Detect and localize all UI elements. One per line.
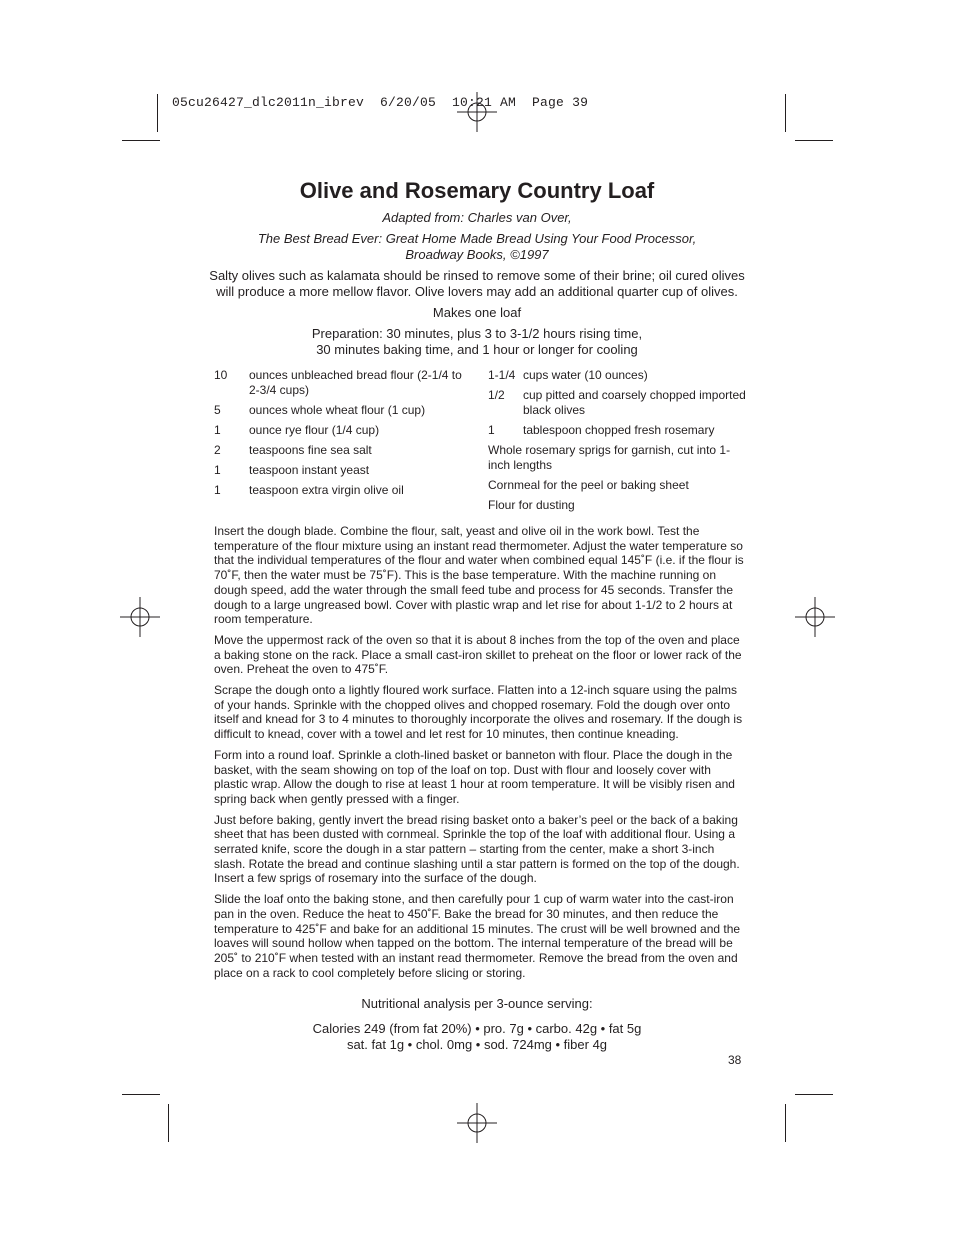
ingredient-desc: teaspoon extra virgin olive oil [249, 483, 404, 497]
registration-mark-top-icon [457, 92, 497, 132]
registration-mark-right-icon [795, 597, 835, 637]
ingredient-qty: 1-1/4 [488, 368, 516, 382]
instruction-step: Insert the dough blade. Combine the flour, salt, yeast and olive oil in the work bowl. Test the temperature of the flour mixture using an instant read thermometer. Adjust the water temperature so that the individual temperatures of the flour and water when combined equal 145˚F (i.e. if the flour is 70˚F, then the water must be 75˚F). This is the base temperature. With the machine running on dough speed, add the water through the small feed tube and process for 45 seconds. Transfer the dough to a large ungreased bowl. Cover with plastic wrap and let rise for about 1-1/2 to 2 hours at room temperature. [214, 524, 744, 627]
ingredient-qty: 1 [214, 463, 221, 477]
registration-mark-left-icon [120, 597, 160, 637]
ingredient-item [214, 443, 474, 458]
print-slug: 05cu26427_dlc2011n_ibrev 6/20/05 10:21 AM Page 39 [172, 95, 589, 110]
crop-mark-top-left-v [157, 94, 158, 132]
ingredient-item [214, 403, 474, 418]
ingredients-left-column [214, 368, 474, 503]
crop-mark-bottom-right-v [785, 1104, 786, 1142]
ingredient-flour-dusting: Flour for dusting [488, 498, 575, 512]
ingredient-item [488, 388, 748, 418]
ingredient-item [214, 368, 474, 398]
crop-mark-top-right-h [795, 140, 833, 141]
crop-mark-bottom-right-h [795, 1094, 833, 1095]
crop-mark-top-left-h [122, 140, 160, 141]
ingredient-item [214, 483, 474, 498]
instruction-step: Move the uppermost rack of the oven so that it is about 8 inches from the top of the oven and place a baking stone on the rack. Place a small cast-iron skillet to preheat on the floor or lower rack of the oven. Preheat the oven to 475˚F. [214, 632, 742, 677]
ingredient-desc: ounce rye flour (1/4 cup) [249, 423, 380, 437]
crop-mark-top-right-v [785, 94, 786, 132]
ingredient-item [214, 463, 474, 478]
instructions [214, 524, 744, 986]
ingredient-desc: cups water (10 ounces) [523, 368, 648, 382]
nutrition-line-2: sat. fat 1g • chol. 0mg • sod. 724mg • fiber 4g [346, 1037, 608, 1052]
ingredient-garnish: Whole rosemary sprigs for garnish, cut into 1-inch lengths [488, 443, 731, 472]
recipe-title: Olive and Rosemary Country Loaf [299, 178, 655, 203]
ingredient-desc: teaspoons fine sea salt [249, 443, 372, 457]
prep-time-line-1: Preparation: 30 minutes, plus 3 to 3-1/2 hours rising time, [311, 326, 643, 341]
ingredient-qty: 10 [214, 368, 228, 382]
page-number: 38 [728, 1053, 742, 1067]
instruction-step: Scrape the dough onto a lightly floured work surface. Flatten into a 12-inch square using the palms of your hands. Sprinkle with the chopped olives and chopped rosemary. Fold the dough over onto itself and knead for 3 to 4 minutes to thoroughly incorporate the olives and rosemary. If the dough is difficult to knead, cover with a towel and let rest for 10 minutes, then continue kneading. [214, 683, 743, 742]
ingredient-desc: cup pitted and coarsely chopped imported black olives [523, 388, 746, 417]
ingredient-desc: ounces unbleached bread flour (2-1/4 to 2-3/4 cups) [249, 368, 462, 397]
ingredient-item [488, 368, 748, 383]
instruction-step: Just before baking, gently invert the bread rising basket onto a baker’s peel or the back of a baking sheet that has been dusted with cornmeal. Sprinkle the top of the loaf with additional flour. Using a serrated knife, score the dough in a star pattern – starting from the center, make a short 3-inch slash. Rotate the bread and continue slashing until a star pattern is formed on the top of the dough. Insert a few sprigs of rosemary into the surface of the dough. [214, 812, 740, 886]
ingredient-qty: 1 [214, 423, 221, 437]
ingredient-item [488, 423, 748, 438]
ingredient-qty: 1/2 [488, 388, 505, 402]
ingredient-desc: teaspoon instant yeast [249, 463, 370, 477]
ingredients-right-column [488, 368, 748, 518]
nutrition-heading: Nutritional analysis per 3-ounce serving: [361, 996, 593, 1011]
nutrition-line-1: Calories 249 (from fat 20%) • pro. 7g • carbo. 42g • fat 5g [312, 1021, 642, 1036]
ingredient-qty: 5 [214, 403, 221, 417]
ingredient-desc: ounces whole wheat flour (1 cup) [249, 403, 426, 417]
ingredient-qty: 2 [214, 443, 221, 457]
crop-mark-bottom-left-h [122, 1094, 160, 1095]
attribution-line-1: Adapted from: Charles van Over, [382, 210, 572, 225]
attribution-line-3: Broadway Books, ©1997 [405, 247, 549, 262]
ingredient-desc: tablespoon chopped fresh rosemary [523, 423, 715, 437]
ingredient-item [214, 423, 474, 438]
instruction-step: Form into a round loaf. Sprinkle a cloth-lined basket or banneton with flour. Place the dough in the basket, with the seam showing on top of the loaf on top. Dust with flour and loosely cover with plastic wrap. Allow the dough to rise at least 1 hour at room temperature. It will be visibly risen and spring back when gently pressed with a finger. [214, 747, 735, 806]
recipe-intro: Salty olives such as kalamata should be rinsed to remove some of their brine; oil cured olives will produce a more mellow flavor. Olive lovers may add an additional quarter cup of olives. [209, 268, 745, 299]
ingredient-qty: 1 [214, 483, 221, 497]
recipe-yield: Makes one loaf [432, 305, 522, 320]
ingredient-qty: 1 [488, 423, 495, 437]
registration-mark-bottom-icon [457, 1103, 497, 1143]
crop-mark-bottom-left-v [168, 1104, 169, 1142]
prep-time-line-2: 30 minutes baking time, and 1 hour or longer for cooling [316, 342, 638, 357]
instruction-step: Slide the loaf onto the baking stone, and then carefully pour 1 cup of warm water into the cast-iron pan in the oven. Reduce the heat to 450˚F. Bake the bread for 30 minutes, and then reduce the temperature to 425˚F and bake for an additional 15 minutes. The crust will be well browned and the loaves will sound hollow when tapped on the bottom. The internal temperature of the bread will be 205˚ to 210˚F when tested with an instant read thermometer. Remove the bread from the oven and place on a rack to cool completely before slicing or storing. [214, 892, 741, 980]
ingredient-cornmeal: Cornmeal for the peel or baking sheet [488, 478, 689, 492]
attribution-line-2: The Best Bread Ever: Great Home Made Bread Using Your Food Processor, [257, 231, 697, 246]
